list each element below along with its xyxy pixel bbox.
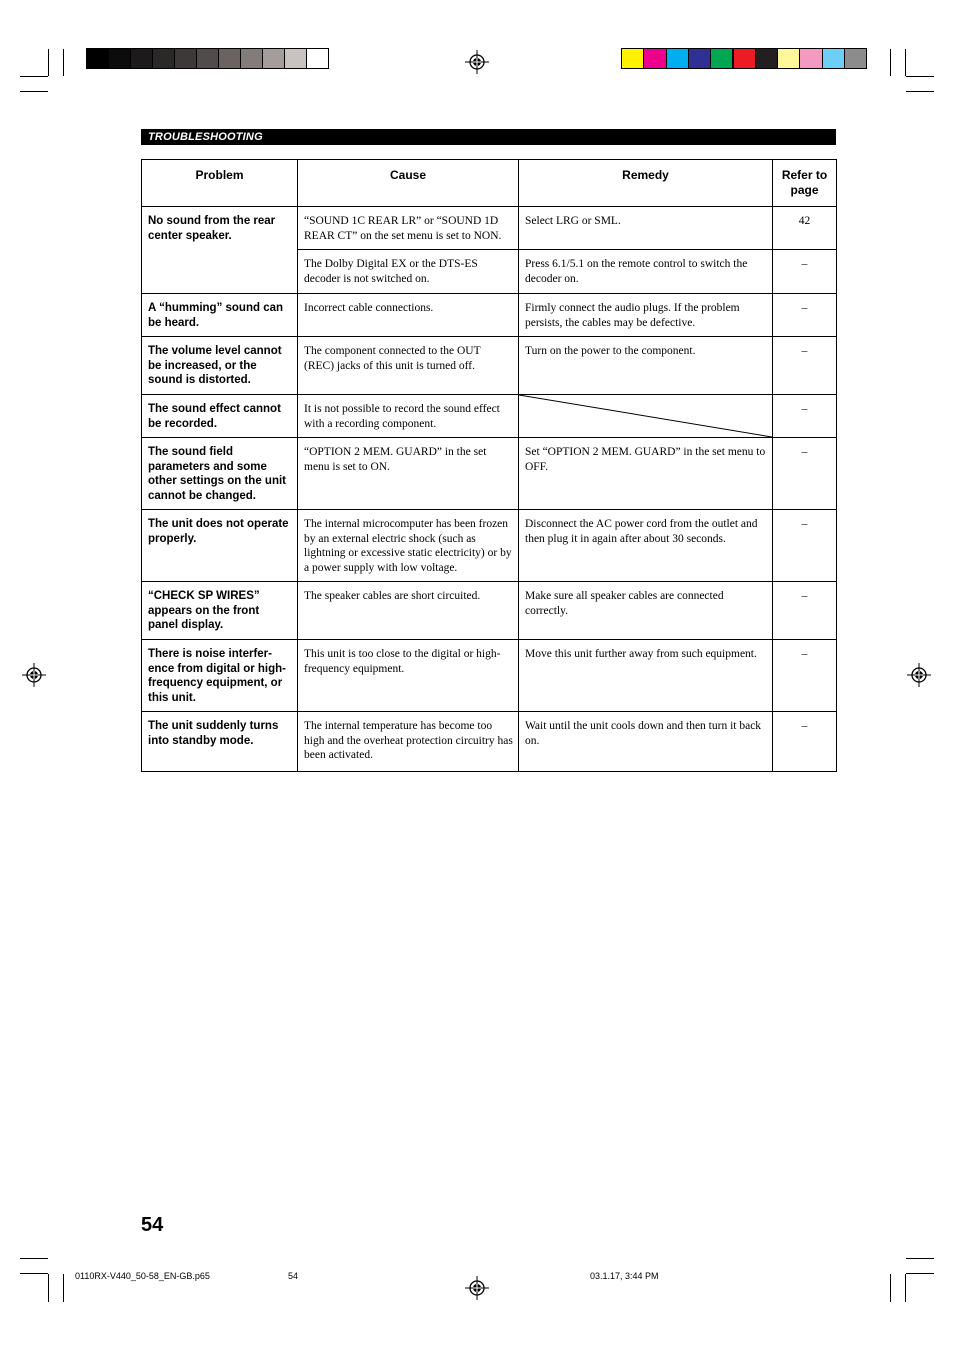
registration-mark-icon bbox=[22, 663, 46, 687]
registration-mark-icon bbox=[465, 1276, 489, 1300]
calibration-swatch bbox=[643, 48, 666, 69]
crop-mark bbox=[63, 49, 64, 76]
calibration-swatch bbox=[306, 48, 329, 69]
crop-mark bbox=[20, 1258, 48, 1259]
cause-cell: The internal temperature has become too high and the overheat protection circuitry has been activated. bbox=[298, 712, 519, 772]
header-refer-to-page: Refer to page bbox=[773, 160, 837, 207]
remedy-cell: Select LRG or SML. bbox=[519, 207, 773, 250]
table-row bbox=[142, 438, 837, 510]
table-row bbox=[142, 582, 837, 640]
problem-cell: “CHECK SP WIRES” appears on the front panel display. bbox=[142, 582, 298, 640]
calibration-swatch bbox=[262, 48, 285, 69]
calibration-swatch bbox=[799, 48, 822, 69]
crop-mark bbox=[906, 1273, 934, 1274]
header-remedy: Remedy bbox=[519, 160, 773, 207]
ref-page-cell: – bbox=[773, 395, 837, 438]
calibration-swatch bbox=[688, 48, 711, 69]
calibration-swatch bbox=[666, 48, 689, 69]
crop-mark bbox=[20, 76, 48, 77]
calibration-swatch bbox=[284, 48, 307, 69]
ref-page-cell: – bbox=[773, 640, 837, 712]
table-row bbox=[142, 712, 837, 772]
problem-cell: The sound effect cannot be recorded. bbox=[142, 395, 298, 438]
calibration-swatch bbox=[108, 48, 131, 69]
header-cause: Cause bbox=[298, 160, 519, 207]
crop-mark bbox=[906, 76, 934, 77]
crop-mark bbox=[906, 91, 934, 92]
cause-cell: “OPTION 2 MEM. GUARD” in the set menu is set to ON. bbox=[298, 438, 519, 510]
ref-page-cell: – bbox=[773, 712, 837, 772]
footer-page: 54 bbox=[288, 1271, 299, 1281]
cause-cell: Incorrect cable connections. bbox=[298, 294, 519, 337]
crop-mark bbox=[20, 1273, 48, 1274]
cause-cell: “SOUND 1C REAR LR” or “SOUND 1D REAR CT” on the set menu is set to NON. bbox=[298, 207, 519, 250]
crop-mark bbox=[906, 1258, 934, 1259]
cause-cell: The component connected to the OUT (REC) jacks of this unit is turned off. bbox=[298, 337, 519, 395]
calibration-swatch bbox=[710, 48, 733, 69]
remedy-cell: Disconnect the AC power cord from the outlet and then plug it in again after about 30 seconds. bbox=[519, 510, 773, 582]
remedy-cell: Turn on the power to the component. bbox=[519, 337, 773, 395]
ref-page-cell: – bbox=[773, 250, 837, 294]
calibration-swatch bbox=[240, 48, 263, 69]
remedy-cell: Wait until the unit cools down and then turn it back on. bbox=[519, 712, 773, 772]
calibration-swatch bbox=[86, 48, 109, 69]
table-row bbox=[142, 640, 837, 712]
calibration-swatch bbox=[844, 48, 867, 69]
calibration-swatch bbox=[733, 48, 756, 69]
calibration-swatch bbox=[196, 48, 219, 69]
crop-mark bbox=[890, 1274, 891, 1302]
cause-cell: The speaker cables are short circuited. bbox=[298, 582, 519, 640]
cause-cell: The internal microcomputer has been frozen by an external electric shock (such as lightning or excessive static electricity) or by a power supply with low voltage. bbox=[298, 510, 519, 582]
table-header-row bbox=[142, 160, 837, 207]
remedy-cell: Make sure all speaker cables are connected correctly. bbox=[519, 582, 773, 640]
crop-mark bbox=[890, 49, 891, 76]
calibration-swatch bbox=[152, 48, 175, 69]
table-row bbox=[142, 294, 837, 337]
table-row bbox=[142, 337, 837, 395]
ref-page-cell: – bbox=[773, 337, 837, 395]
footer-datetime: 03.1.17, 3:44 PM bbox=[590, 1271, 659, 1281]
calibration-swatch bbox=[755, 48, 778, 69]
calibration-swatch bbox=[777, 48, 800, 69]
footer-file-name: 0110RX-V440_50-58_EN-GB.p65 bbox=[75, 1271, 210, 1281]
crop-mark bbox=[63, 1274, 64, 1302]
calibration-swatch bbox=[621, 48, 644, 69]
table-row bbox=[142, 207, 837, 250]
crop-mark bbox=[20, 91, 48, 92]
calibration-swatch bbox=[218, 48, 241, 69]
header-problem: Problem bbox=[142, 160, 298, 207]
ref-page-cell: – bbox=[773, 510, 837, 582]
ref-page-cell: – bbox=[773, 438, 837, 510]
cause-cell: The Dolby Digital EX or the DTS-ES decoder is not switched on. bbox=[298, 250, 519, 294]
problem-cell: The volume level cannot be increased, or the sound is distorted. bbox=[142, 337, 298, 395]
registration-mark-icon bbox=[465, 50, 489, 74]
crop-mark bbox=[48, 1274, 49, 1302]
problem-cell: The unit does not operate properly. bbox=[142, 510, 298, 582]
problem-cell: There is noise interfer-ence from digital or high-frequency equipment, or this unit. bbox=[142, 640, 298, 712]
problem-cell: A “humming” sound can be heard. bbox=[142, 294, 298, 337]
registration-mark-icon bbox=[907, 663, 931, 687]
crop-mark bbox=[905, 49, 906, 76]
remedy-cell: Set “OPTION 2 MEM. GUARD” in the set menu to OFF. bbox=[519, 438, 773, 510]
calibration-swatch bbox=[130, 48, 153, 69]
ref-page-cell: 42 bbox=[773, 207, 837, 250]
section-title: TROUBLESHOOTING bbox=[141, 129, 836, 145]
ref-page-cell: – bbox=[773, 582, 837, 640]
calibration-swatch bbox=[174, 48, 197, 69]
crop-mark bbox=[905, 1274, 906, 1302]
problem-cell: The sound field parameters and some other settings on the unit cannot be changed. bbox=[142, 438, 298, 510]
ref-page-cell: – bbox=[773, 294, 837, 337]
remedy-cell: Press 6.1/5.1 on the remote control to switch the decoder on. bbox=[519, 250, 773, 294]
remedy-cell: Move this unit further away from such equipment. bbox=[519, 640, 773, 712]
remedy-not-applicable-cell bbox=[519, 395, 773, 438]
table-row bbox=[142, 510, 837, 582]
problem-cell: The unit suddenly turns into standby mode. bbox=[142, 712, 298, 772]
remedy-cell: Firmly connect the audio plugs. If the problem persists, the cables may be defective. bbox=[519, 294, 773, 337]
calibration-swatch bbox=[822, 48, 845, 69]
table-row bbox=[142, 395, 837, 438]
page-number: 54 bbox=[141, 1214, 164, 1236]
diagonal-strike-line bbox=[519, 395, 772, 437]
cause-cell: It is not possible to record the sound effect with a recording component. bbox=[298, 395, 519, 438]
cause-cell: This unit is too close to the digital or high-frequency equipment. bbox=[298, 640, 519, 712]
troubleshooting-table bbox=[141, 159, 837, 772]
problem-cell: No sound from the rear center speaker. bbox=[142, 207, 298, 294]
crop-mark bbox=[48, 49, 49, 76]
